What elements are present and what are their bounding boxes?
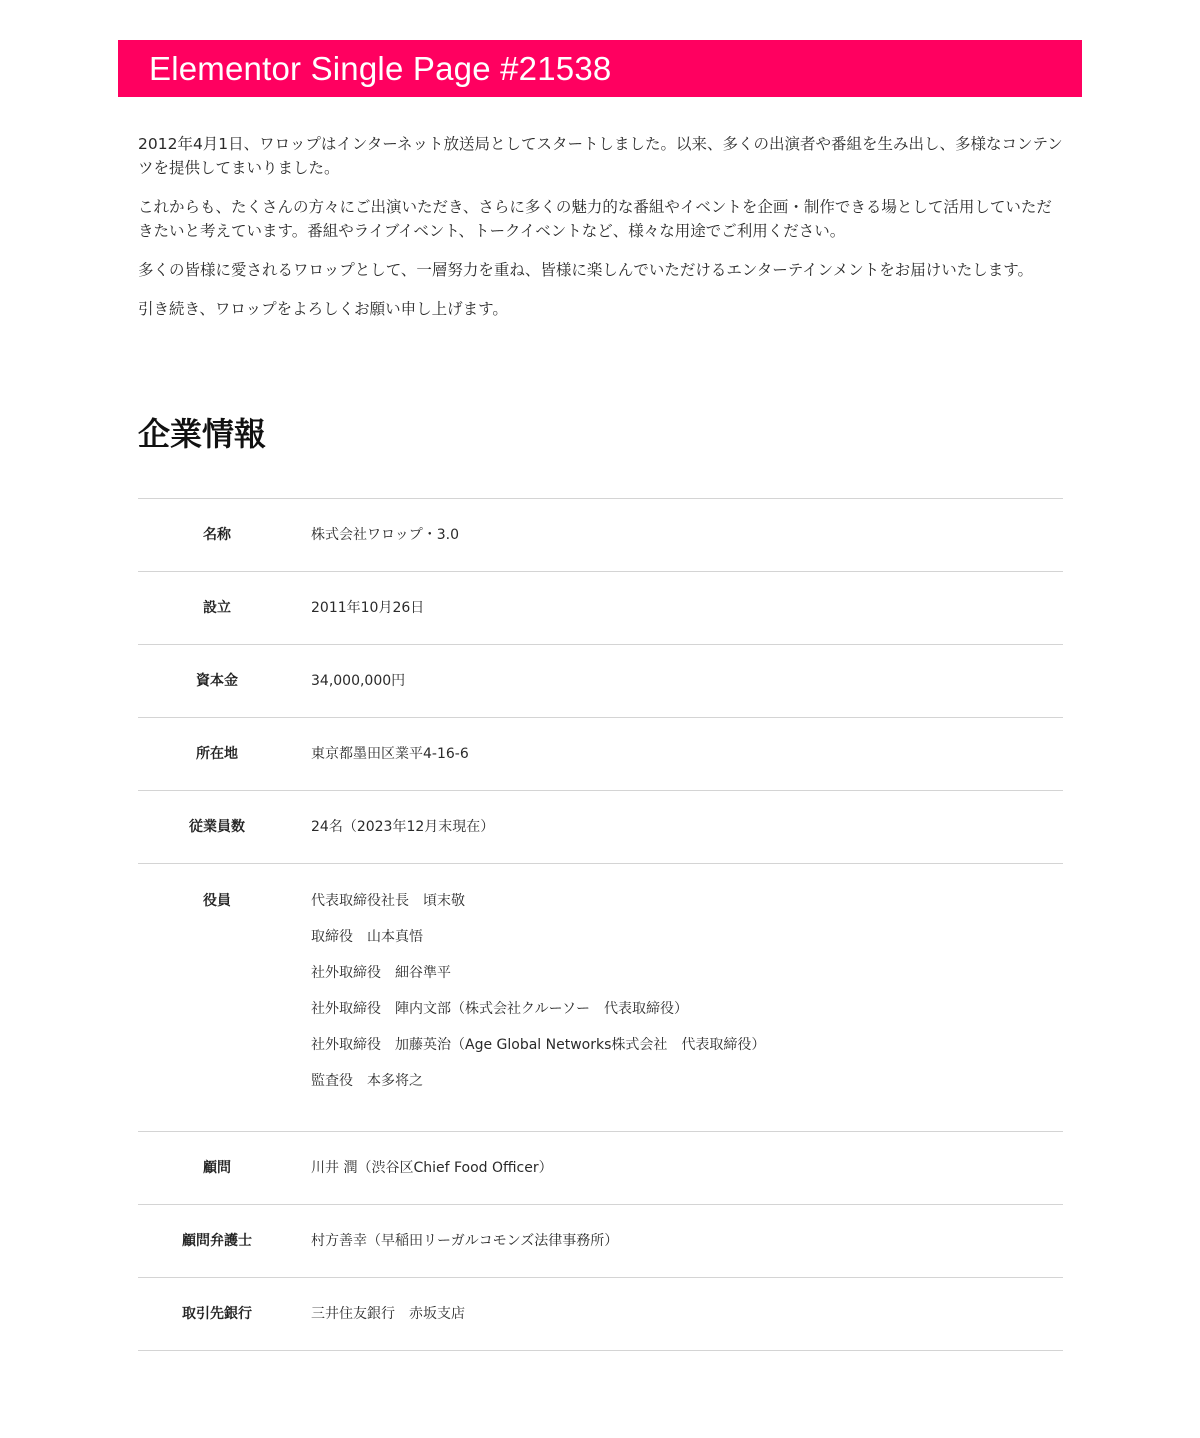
row-label: 従業員数 bbox=[189, 819, 245, 835]
company-info-heading: 企業情報 bbox=[138, 415, 267, 453]
intro-paragraph: 2012年4月1日、ワロップはインターネット放送局としてスタートしました。以来、多くの出演者や番組を生み出し、多様なコンテンツを提供してまいりました。 bbox=[138, 135, 1063, 177]
intro-paragraph: これからも、たくさんの方々にご出演いただき、さらに多くの魅力的な番組やイベントを企画・制作できる場として活用していただきたいと考えています。番組やライブイベント、トークイベントなど、様々な用途でご利用ください。 bbox=[138, 198, 1052, 240]
intro-paragraph: 引き続き、ワロップをよろしくお願い申し上げます。 bbox=[138, 300, 508, 318]
row-label: 顧問 bbox=[203, 1160, 231, 1176]
row-label: 役員 bbox=[203, 893, 231, 909]
table-row bbox=[138, 499, 1063, 572]
intro-paragraph: 多くの皆様に愛されるワロップとして、一層努力を重ね、皆様に楽しんでいただけるエンターテインメントをお届けいたします。 bbox=[138, 261, 1033, 279]
row-value: 2011年10月26日 bbox=[311, 600, 425, 616]
row-value: 東京都墨田区業平4-16-6 bbox=[311, 746, 469, 762]
row-value: 村方善幸（早稲田リーガルコモンズ法律事務所） bbox=[311, 1233, 619, 1249]
officer-line: 監査役 本多将之 bbox=[311, 1073, 423, 1089]
row-value: 株式会社ワロップ・3.0 bbox=[311, 527, 459, 543]
table-row bbox=[138, 1205, 1063, 1278]
officer-line: 代表取締役社長 頃末敬 bbox=[311, 893, 465, 909]
table-row bbox=[138, 718, 1063, 791]
officer-line: 社外取締役 加藤英治（Age Global Networks株式会社 代表取締役） bbox=[311, 1037, 766, 1053]
company-info-table bbox=[138, 498, 1063, 1351]
row-value: 34,000,000円 bbox=[311, 673, 406, 689]
officer-line: 社外取締役 細谷準平 bbox=[311, 965, 451, 981]
row-label: 取引先銀行 bbox=[182, 1306, 252, 1322]
table-row bbox=[138, 1132, 1063, 1205]
row-value: 三井住友銀行 赤坂支店 bbox=[311, 1306, 465, 1322]
page-title-banner bbox=[118, 40, 1082, 97]
row-label: 設立 bbox=[203, 600, 231, 616]
row-label: 所在地 bbox=[196, 746, 238, 762]
officer-line: 取締役 山本真悟 bbox=[311, 929, 423, 945]
row-value: 24名（2023年12月末現在） bbox=[311, 819, 495, 835]
row-label: 名称 bbox=[203, 527, 231, 543]
row-value: 川井 潤（渋谷区Chief Food Officer） bbox=[311, 1160, 553, 1176]
row-label: 資本金 bbox=[196, 673, 238, 689]
table-row bbox=[138, 864, 1063, 1132]
table-row bbox=[138, 572, 1063, 645]
table-row bbox=[138, 645, 1063, 718]
officer-line: 社外取締役 陣内文部（株式会社クルーソー 代表取締役） bbox=[311, 1001, 689, 1017]
table-row bbox=[138, 791, 1063, 864]
officers-list bbox=[296, 890, 765, 1106]
intro-section bbox=[138, 132, 1063, 336]
page-title: Elementor Single Page #21538 bbox=[149, 50, 612, 87]
row-label: 顧問弁護士 bbox=[182, 1233, 252, 1249]
table-row bbox=[138, 1278, 1063, 1351]
